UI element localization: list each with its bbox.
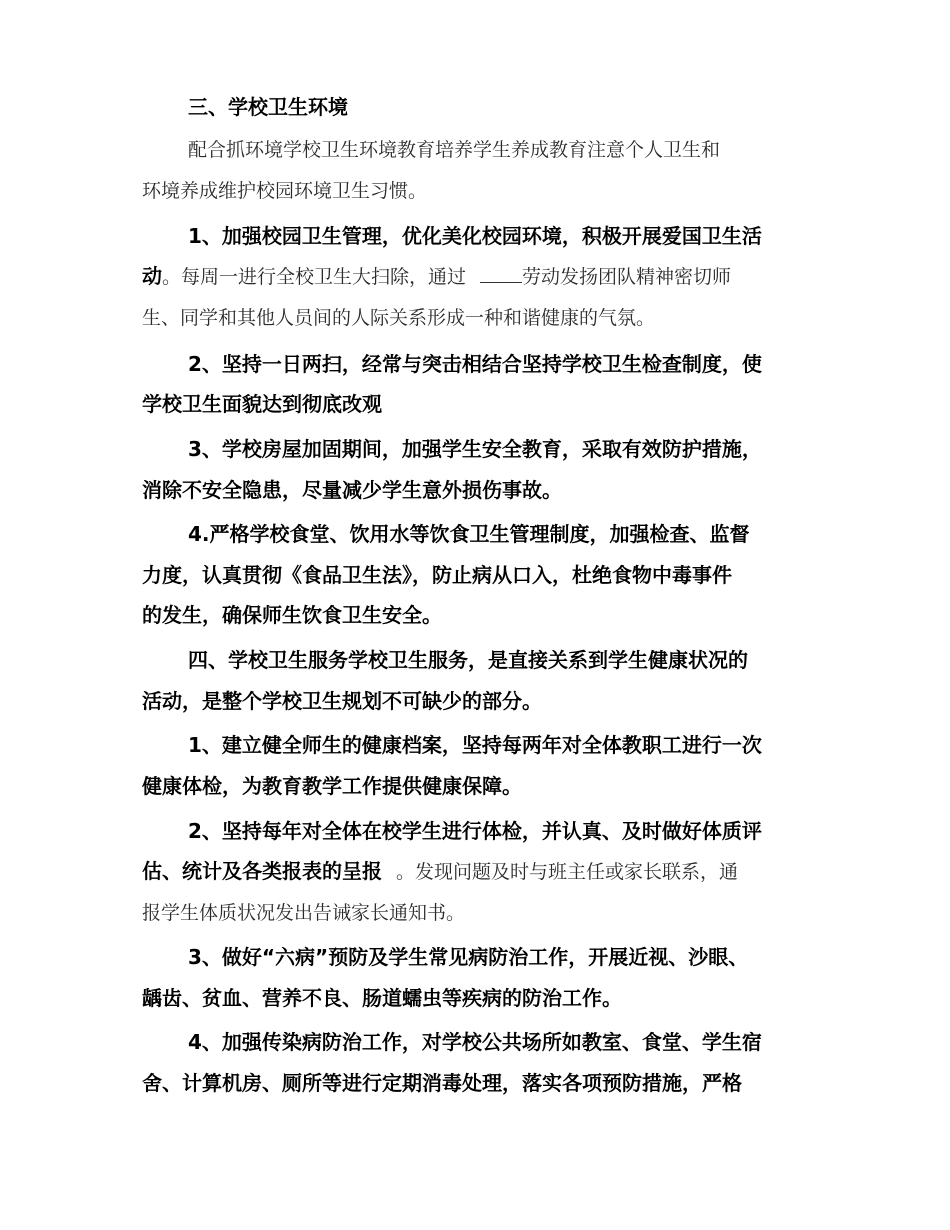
section-four-item-3-line-1: 3、做好“六病”预防及学生常见病防治工作，开展近视、沙眼、: [188, 945, 749, 969]
section-three-item-1-line-3: 生、同学和其他人员间的人际关系形成一种和谐健康的气氛。: [142, 307, 656, 329]
item-1-text-b: 劳动发扬团队精神密切师: [522, 266, 732, 288]
section-three-item-4-line-2: 力度，认真贯彻《食品卫生法》，防止病从口入，杜绝食物中毒事件: [142, 563, 732, 587]
section-three-item-2-line-1: 2、坚持一日两扫，经常与突击相结合坚持学校卫生检查制度，使: [188, 352, 762, 376]
section-four-intro-line-1: 四、学校卫生服务学校卫生服务，是直接关系到学生健康状况的: [188, 648, 748, 672]
section-three-item-3-line-1: 3、学校房屋加固期间，加强学生安全教育，采取有效防护措施，: [188, 437, 762, 461]
section-three-intro-line-1: 配合抓环境学校卫生环境教育培养学生养成教育注意个人卫生和: [188, 139, 721, 161]
section-four-item-3-line-2: 龋齿、贫血、营养不良、肠道蠕虫等疾病的防治工作。: [142, 986, 622, 1010]
section-three-item-1-line-2: [142, 262, 731, 291]
item-2-bold-part: 估、统计及各类报表的呈报: [142, 859, 382, 883]
section-three-item-4-line-3: 的发生，确保师生饮食卫生安全。: [142, 603, 442, 627]
section-three-intro-line-2: 环境养成维护校园环境卫生习惯。: [142, 180, 428, 202]
section-four-item-1-line-1: 1、建立健全师生的健康档案，坚持每两年对全体教职工进行一次: [188, 733, 762, 757]
section-four-item-2-line-1: 2、坚持每年对全体在校学生进行体检，并认真、及时做好体质评: [188, 819, 762, 843]
item-2-text-part: 。发现问题及时与班主任或家长联系，通: [396, 861, 739, 883]
section-four-item-2-line-2: [142, 857, 738, 886]
section-three-item-4-line-1: 4.严格学校食堂、饮用水等饮食卫生管理制度，加强检查、监督: [188, 522, 750, 546]
section-three-item-2-line-2: 学校卫生面貌达到彻底改观: [142, 392, 382, 416]
item-1-text-a: 。每周一进行全校卫生大扫除，通过: [162, 266, 467, 288]
section-four-item-2-line-3: 报学生体质状况发出告诫家长通知书。: [142, 902, 466, 924]
section-four-intro-line-2: 活动，是整个学校卫生规划不可缺少的部分。: [142, 689, 542, 713]
section-three-heading: 三、学校卫生环境: [188, 95, 348, 119]
item-1-bold-tail: 动: [142, 264, 162, 288]
fill-blank: [480, 264, 522, 283]
section-four-item-1-line-2: 健康体检，为教育教学工作提供健康保障。: [142, 774, 522, 798]
section-four-item-4-line-2: 舍、计算机房、厕所等进行定期消毒处理，落实各项预防措施，严格: [142, 1071, 742, 1095]
section-three-item-3-line-2: 消除不安全隐患，尽量减少学生意外损伤事故。: [142, 478, 562, 502]
section-four-item-4-line-1: 4、加强传染病防治工作，对学校公共场所如教室、食堂、学生宿: [188, 1030, 762, 1054]
section-three-item-1-line-1: 1、加强校园卫生管理，优化美化校园环境，积极开展爱国卫生活: [188, 224, 762, 248]
